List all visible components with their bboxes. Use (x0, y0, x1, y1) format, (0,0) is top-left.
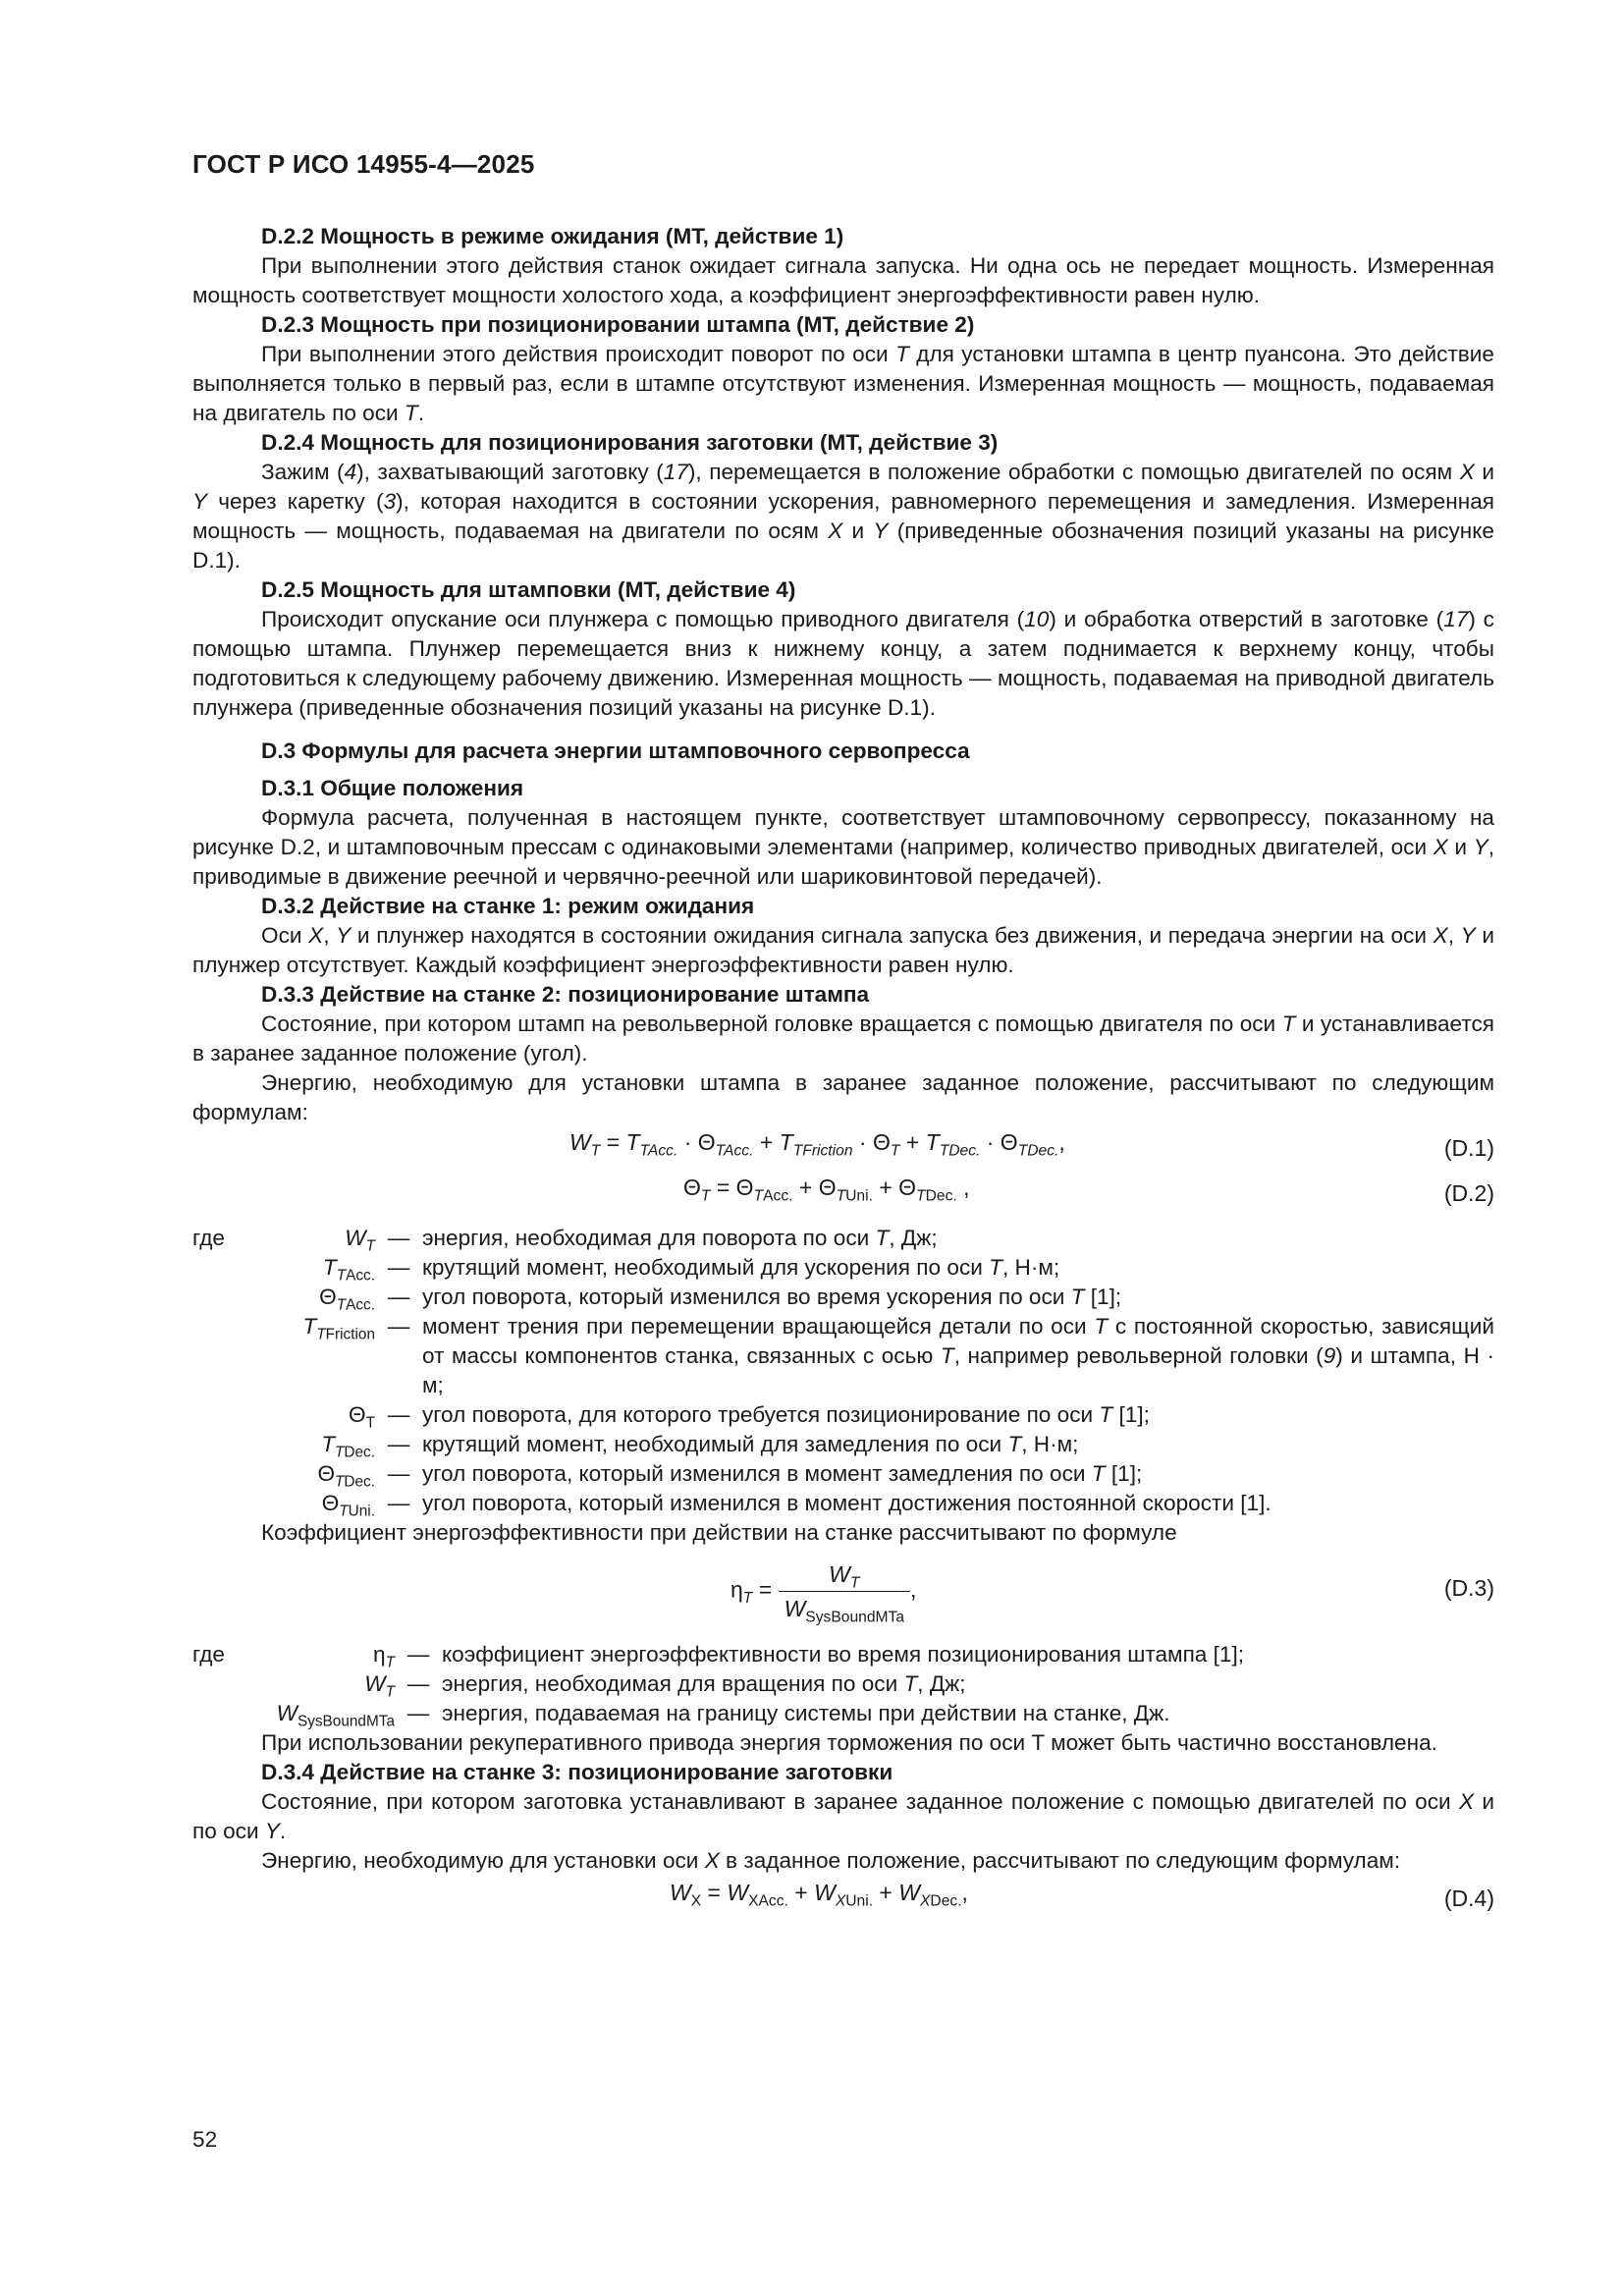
definition-symbol: $T_{TDec.}$ (321, 1432, 375, 1461)
definition-text: крутящий момент, необходимый для ускорения по оси T, Н·м; (422, 1255, 1060, 1280)
equation-d3-number: (D.3) (1443, 1575, 1494, 1601)
definitions-list-1 (192, 1224, 1494, 1518)
section-heading-d24: D.2.4 Мощность для позиционирования заготовки (MT, действие 3) (261, 430, 999, 455)
paragraph-d31: Формула расчета, полученная в настоящем пункте, соответствует штамповочному сервопрессу, показанному на рисунке D.2, и штамповочным прессам с одинаковыми элементами (например, количество приводных двигателей, оси X и Y, приводимые в движение реечной и червячно-реечной или шариковинтовой передачей). (192, 805, 1494, 889)
definition-symbol: $W_T$ (345, 1226, 375, 1255)
paragraph-d33-4: При использовании рекуперативного привода энергия торможения по оси T может быть частично восстановлена. (261, 1730, 1437, 1755)
equation-d3 (192, 1556, 1494, 1634)
definition-symbol: $T_{TFriction}$ (302, 1314, 375, 1343)
definition-text: энергия, необходимая для поворота по оси T, Дж; (422, 1226, 938, 1250)
section-heading-d31: D.3.1 Общие положения (261, 776, 524, 800)
paragraph-d25: Происходит опускание оси плунжера с помощью приводного двигателя (10) и обработка отверстий в заготовке (17) с помощью штампа. Плунжер перемещается вниз к нижнему концу, а затем поднимается к верхнему концу, чтобы подготовиться к следующему рабочему движению. Измеренная мощность — мощность, подаваемая на приводной двигатель плунжера (приведенные обозначения позиций указаны на рисунке D.1). (192, 607, 1494, 720)
definition-item: $T_{TAcc.}$ — крутящий момент, необходимый для ускорения по оси T, Н·м; (192, 1253, 1494, 1283)
definition-item: $\eta_T$ — коэффициент энергоэффективности во время позиционирования штампа [1]; (192, 1640, 1494, 1669)
definitions-list-2 (192, 1640, 1494, 1728)
section-heading-d25: D.2.5 Мощность для штамповки (MT, действие 4) (261, 577, 796, 602)
definition-item: $\Theta_{TUni.}$ — угол поворота, который изменился в момент достижения постоянной скорости [1]. (192, 1489, 1494, 1518)
definition-symbol: $\eta_T$ (373, 1642, 395, 1671)
section-heading-d32: D.3.2 Действие на станке 1: режим ожидания (261, 894, 755, 918)
equation-d2-number: (D.2) (1443, 1180, 1494, 1206)
definition-symbol: $\Theta_{TAcc.}$ (319, 1285, 375, 1314)
definition-symbol: $\Theta_{TUni.}$ (321, 1491, 375, 1520)
definition-text: угол поворота, который изменился во время ускорения по оси T [1]; (422, 1285, 1122, 1309)
section-heading-d33: D.3.3 Действие на станке 2: позиционирование штампа (261, 982, 870, 1007)
equation-d3-formula: $\eta_T$ = $\frac{W_T}{W_{SysBoundMTa}}$ , (730, 1561, 917, 1626)
section-heading-d22: D.2.2 Мощность в режиме ожидания (MT, действие 1) (261, 224, 844, 248)
paragraph-d23: При выполнении этого действия происходит поворот по оси T для установки штампа в центр пуансона. Это действие выполняется только в первый раз, если в штампе отсутствуют изменения. Измеренная мощность — мощность, подаваемая на двигатель по оси T. (192, 342, 1494, 425)
definition-item: $\Theta_{TAcc.}$ — угол поворота, который изменился во время ускорения по оси T [1]; (192, 1283, 1494, 1312)
paragraph-d33-1: Состояние, при котором штамп на револьверной головке вращается с помощью двигателя по оси T и устанавливается в заранее заданное положение (угол). (192, 1011, 1494, 1066)
equation-d2-formula: $\Theta_T = \Theta_{TAcc.} + \Theta_{TUni.} + \Theta_{TDec.}$ , (683, 1175, 970, 1205)
section-heading-d23: D.2.3 Мощность при позиционировании штампа (MT, действие 2) (261, 312, 975, 337)
definition-item: $W_{SysBoundMTa}$ — энергия, подаваемая на границу системы при действии на станке, Дж. (192, 1699, 1494, 1728)
definition-text: угол поворота, который изменился в момент достижения постоянной скорости [1]. (422, 1491, 1271, 1515)
equation-d4 (192, 1878, 1494, 1923)
paragraph-d32: Оси X, Y и плунжер находятся в состоянии ожидания сигнала запуска без движения, и передача энергии на оси X, Y и плунжер отсутствует. Каждый коэффициент энергоэффективности равен нулю. (192, 923, 1494, 977)
document-body (192, 222, 1494, 1923)
definition-symbol: $\Theta_T$ (349, 1402, 375, 1432)
paragraph-d24: Зажим (4), захватывающий заготовку (17), перемещается в положение обработки с помощью двигателей по осям X и Y через каретку (3), которая находится в состоянии ускорения, равномерного перемещения и замедления. Измеренная мощность — мощность, подаваемая на двигатели по осям X и Y (приведенные обозначения позиций указаны на рисунке D.1). (192, 460, 1494, 573)
paragraph-d22: При выполнении этого действия станок ожидает сигнала запуска. Ни одна ось не передает мощность. Измеренная мощность соответствует мощности холостого хода, а коэффициент энергоэффективности равен нулю. (192, 253, 1494, 307)
definition-text: угол поворота, который изменился в момент замедления по оси T [1]; (422, 1461, 1143, 1486)
equation-d4-number: (D.4) (1443, 1886, 1494, 1911)
page-number: 52 (192, 2127, 218, 2152)
paragraph-d34-2: Энергию, необходимую для установки оси X в заданное положение, рассчитывают по следующим формулам: (261, 1848, 1401, 1873)
section-heading-d34: D.3.4 Действие на станке 3: позиционирование заготовки (261, 1760, 893, 1784)
paragraph-d34-1: Состояние, при котором заготовка устанавливают в заранее заданное положение с помощью двигателей по оси X и по оси Y. (192, 1789, 1494, 1843)
definition-symbol: $\Theta_{TDec.}$ (317, 1461, 375, 1491)
definition-text: энергия, подаваемая на границу системы при действии на станке, Дж. (442, 1701, 1170, 1725)
equation-d1 (192, 1127, 1494, 1173)
document-header: ГОСТ Р ИСО 14955-4—2025 (192, 149, 535, 179)
definition-text: коэффициент энергоэффективности во время позиционирования штампа [1]; (442, 1642, 1245, 1667)
section-heading-d3: D.3 Формулы для расчета энергии штамповочного сервопресса (261, 738, 970, 763)
definition-symbol: $T_{TAcc.}$ (322, 1255, 375, 1285)
definition-item: $W_T$ — энергия, необходимая для вращения по оси T, Дж; (192, 1669, 1494, 1699)
definition-text: угол поворота, для которого требуется позиционирование по оси T [1]; (422, 1402, 1150, 1427)
definition-item: $T_{TDec.}$ — крутящий момент, необходимый для замедления по оси T, Н·м; (192, 1430, 1494, 1459)
definition-item: $\Theta_{TDec.}$ — угол поворота, который изменился в момент замедления по оси T [1]; (192, 1459, 1494, 1489)
where-label: где (192, 1642, 225, 1667)
where-label: где (192, 1226, 225, 1250)
fraction: $\frac{W_T}{W_{SysBoundMTa}}$ (779, 1559, 910, 1623)
equation-d1-formula: $W_T = T_{TAcc.} \cdot \Theta_{TAcc.} + T_{TFriction} \cdot \Theta_T + T_{TDec.} \cdot \Theta_{TDec.}$, (569, 1129, 1065, 1160)
definition-symbol: $W_{SysBoundMTa}$ (276, 1701, 395, 1730)
definition-item: $\Theta_T$ — угол поворота, для которого требуется позиционирование по оси T [1]; (192, 1400, 1494, 1430)
definition-text: момент трения при перемещении вращающейся детали по оси T с постоянной скоростью, зависящий от массы компонентов станка, связанных с осью T, например револьверной головки (9) и штампа, Н · м; (422, 1314, 1494, 1397)
equation-d4-formula: $W_X = W_{XAcc.} + W_{XUni.} + W_{XDec.}$, (670, 1880, 968, 1910)
definition-symbol: $W_T$ (364, 1671, 395, 1701)
definition-item: $W_T$ — энергия, необходимая для поворота по оси T, Дж; (192, 1224, 1494, 1253)
definition-text: энергия, необходимая для вращения по оси T, Дж; (442, 1671, 966, 1696)
equation-d1-number: (D.1) (1443, 1135, 1494, 1161)
definition-text: крутящий момент, необходимый для замедления по оси T, Н·м; (422, 1432, 1079, 1456)
definition-item: $T_{TFriction}$ — момент трения при перемещении вращающейся детали по оси T с постоянной скоростью, зависящий от массы компонентов станка, связанных с осью T, например револьверной головки (9) и штампа, Н · м; (192, 1312, 1494, 1400)
paragraph-d33-3: Коэффициент энергоэффективности при действии на станке рассчитывают по формуле (261, 1520, 1177, 1545)
paragraph-d33-2: Энергию, необходимую для установки штампа в заранее заданное положение, рассчитывают по следующим формулам: (192, 1070, 1494, 1124)
equation-d2 (192, 1173, 1494, 1218)
